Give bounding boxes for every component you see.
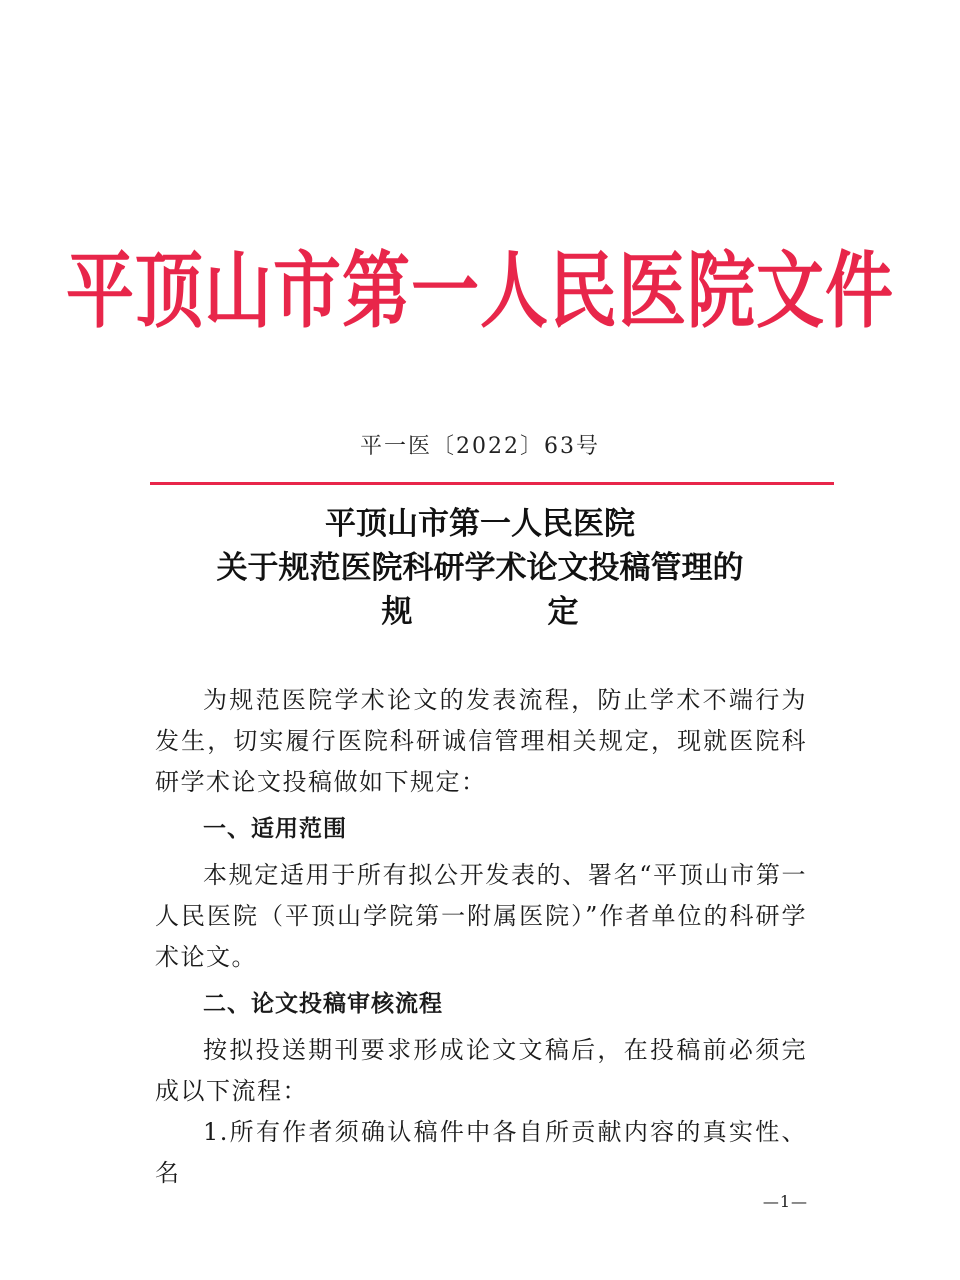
intro-paragraph: 为规范医院学术论文的发表流程，防止学术不端行为发生，切实履行医院科研诚信管理相关规定，现就医院科研学术论文投稿做如下规定：	[155, 686, 807, 796]
document-title	[0, 502, 960, 634]
title-line-2: 关于规范医院科研学术论文投稿管理的	[216, 550, 744, 586]
section-1-heading: 一、适用范围	[203, 816, 347, 842]
page-number: —1—	[762, 1192, 808, 1211]
document-masthead: 平顶山市第一人民医院文件	[65, 242, 894, 341]
section-2-heading: 二、论文投稿审核流程	[203, 991, 443, 1017]
red-separator-line	[150, 482, 834, 485]
section-2-paragraph: 按拟投送期刊要求形成论文文稿后，在投稿前必须完成以下流程：	[155, 1036, 807, 1105]
title-line-3: 规定	[381, 594, 714, 630]
document-body	[155, 680, 807, 1194]
item-1-paragraph: 1.所有作者须确认稿件中各自所贡献内容的真实性、名	[155, 1118, 807, 1187]
title-line-1: 平顶山市第一人民医院	[325, 506, 635, 542]
document-number: 平一医〔2022〕63号	[360, 434, 600, 459]
section-1-paragraph: 本规定适用于所有拟公开发表的、署名“平顶山市第一人民医院（平顶山学院第一附属医院）”作者单位的科研学术论文。	[155, 861, 807, 971]
